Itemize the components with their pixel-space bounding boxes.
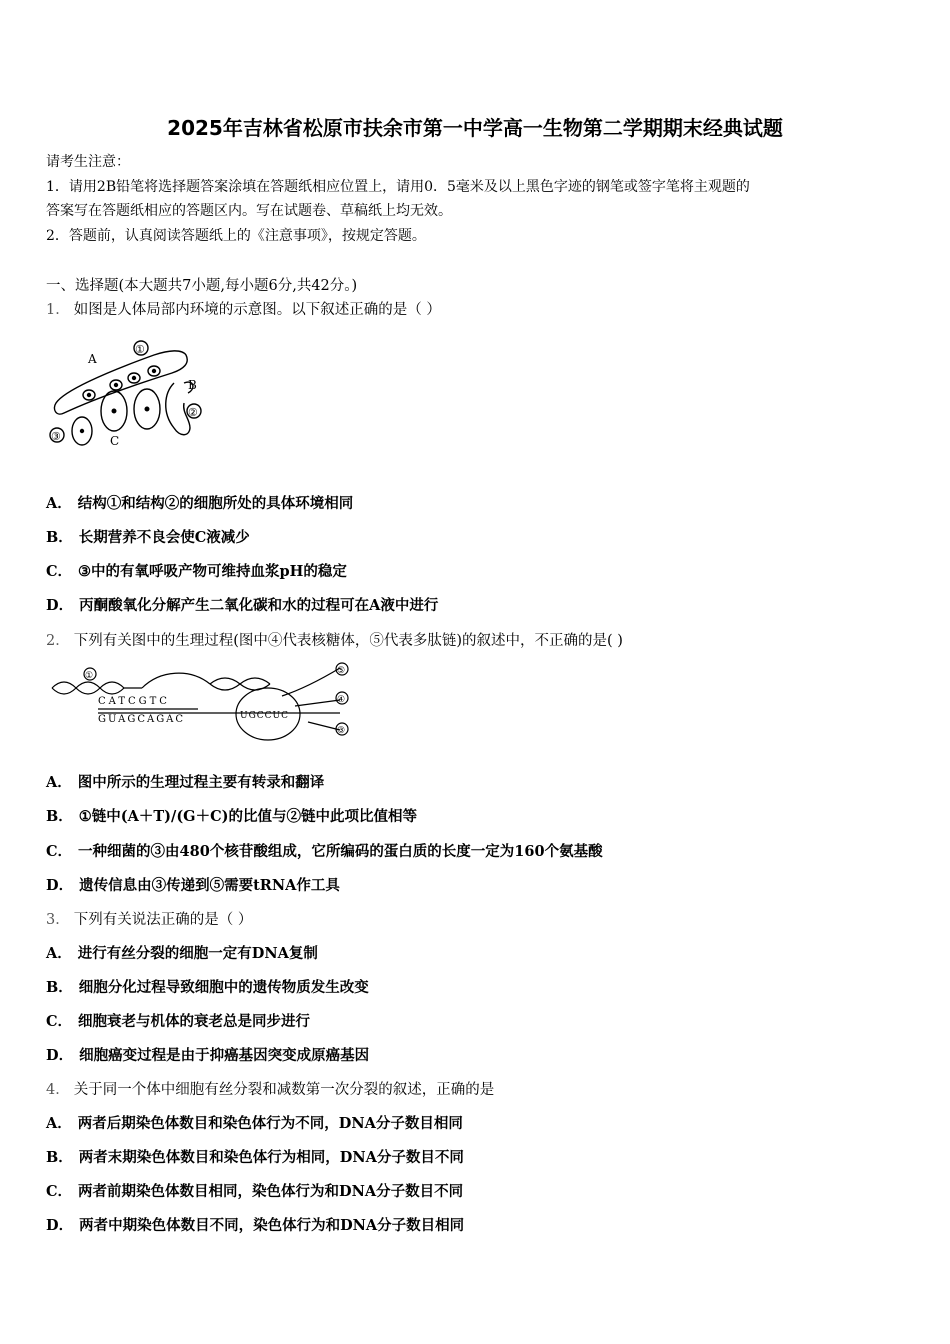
rna-sequence: GUAGCAGAC — [98, 714, 186, 725]
diagram-label-5: ⑤ — [337, 666, 346, 676]
question-4-option-b[interactable]: B． 两者末期染色体数目和染色体行为相同，DNA分子数目不同 — [46, 1149, 464, 1166]
diagram-label-3: ③ — [337, 726, 346, 736]
question-2-option-d[interactable]: D． 遗传信息由③传递到⑤需要tRNA作工具 — [46, 877, 340, 894]
question-number: 3． — [46, 912, 70, 928]
question-3-option-d[interactable]: D． 细胞癌变过程是由于抑癌基因突变成原癌基因 — [46, 1047, 370, 1064]
question-2-stem — [46, 631, 623, 651]
question-2-option-a[interactable]: A． 图中所示的生理过程主要有转录和翻译 — [46, 774, 325, 791]
question-1-stem — [46, 300, 441, 320]
question-3-option-a[interactable]: A． 进行有丝分裂的细胞一定有DNA复制 — [46, 945, 318, 962]
dna-sequence-top: CATCGTC — [98, 696, 170, 707]
transcription-translation-diagram — [50, 660, 360, 742]
question-1-option-c[interactable]: C． ③中的有氧呼吸产物可维持血浆pH的稳定 — [46, 563, 347, 580]
question-text: 下列有关图中的生理过程(图中④代表核糖体，⑤代表多肽链)的叙述中，不正确的是( ) — [73, 633, 623, 649]
question-number: 2． — [46, 633, 70, 649]
diagram-label-1: ① — [85, 671, 94, 681]
diagram-label-3: ③ — [51, 430, 61, 443]
notice-heading: 请考生注意： — [46, 154, 130, 170]
question-1-option-a[interactable]: A． 结构①和结构②的细胞所处的具体环境相同 — [46, 495, 354, 512]
diagram-label-c: C — [110, 434, 120, 448]
question-1-option-b[interactable]: B． 长期营养不良会使C液减少 — [46, 529, 250, 546]
notice-line-1b: 答案写在答题纸相应的答题区内。写在试题卷、草稿纸上均无效。 — [46, 203, 452, 219]
question-text: 下列有关说法正确的是（ ） — [73, 912, 253, 928]
ribosome-sequence: UGCCUC — [240, 711, 290, 721]
question-4-stem — [46, 1080, 494, 1100]
question-1-option-d[interactable]: D． 丙酮酸氧化分解产生二氧化碳和水的过程可在A液中进行 — [46, 597, 439, 614]
question-text: 关于同一个体中细胞有丝分裂和减数第一次分裂的叙述，正确的是 — [73, 1082, 495, 1098]
page-title: 2025年吉林省松原市扶余市第一中学高一生物第二学期期末经典试题 — [167, 116, 783, 140]
question-number: 1． — [46, 302, 70, 318]
notice-line-2: 2．答题前，认真阅读答题纸上的《注意事项》，按规定答题。 — [46, 228, 426, 244]
diagram-label-a: A — [88, 352, 97, 366]
internal-environment-diagram — [44, 333, 214, 453]
question-2-option-c[interactable]: C． 一种细菌的③由480个核苷酸组成，它所编码的蛋白质的长度一定为160个氨基酸 — [46, 843, 603, 860]
notice-line-1a: 1．请用2B铅笔将选择题答案涂填在答题纸相应位置上，请用0．5毫米及以上黑色字迹的钢笔或签字笔将主观题的 — [46, 179, 750, 195]
question-3-stem — [46, 910, 252, 930]
question-3-option-b[interactable]: B． 细胞分化过程导致细胞中的遗传物质发生改变 — [46, 979, 369, 996]
question-number: 4． — [46, 1082, 70, 1098]
diagram-label-1: ① — [135, 343, 145, 356]
question-4-option-d[interactable]: D． 两者中期染色体数目不同，染色体行为和DNA分子数目相同 — [46, 1217, 465, 1234]
question-text: 如图是人体局部内环境的示意图。以下叙述正确的是（ ） — [73, 302, 441, 318]
question-2-option-b[interactable]: B． ①链中(A＋T)/(G＋C)的比值与②链中此项比值相等 — [46, 808, 417, 825]
diagram-label-b: B — [188, 378, 197, 392]
question-4-option-c[interactable]: C． 两者前期染色体数目相同，染色体行为和DNA分子数目不同 — [46, 1183, 464, 1200]
diagram-label-2: ② — [188, 406, 198, 419]
section-heading: 一、选择题(本大题共7小题,每小题6分,共42分。) — [46, 278, 358, 294]
question-3-option-c[interactable]: C． 细胞衰老与机体的衰老总是同步进行 — [46, 1013, 311, 1030]
diagram-label-4: ④ — [337, 695, 346, 705]
question-4-option-a[interactable]: A． 两者后期染色体数目和染色体行为不同，DNA分子数目相同 — [46, 1115, 463, 1132]
